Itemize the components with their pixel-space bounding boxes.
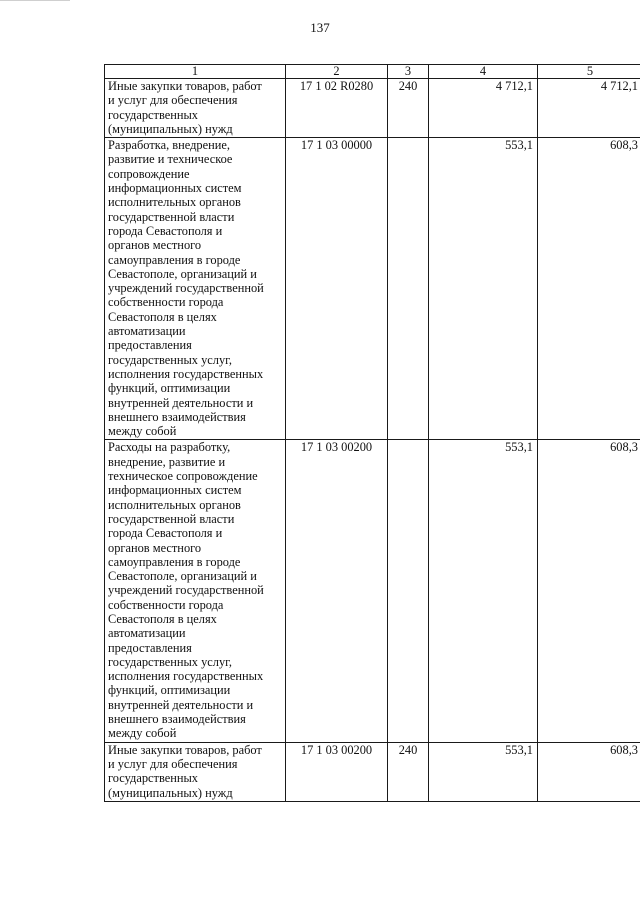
row-target-code: 17 1 03 00000	[286, 138, 388, 440]
row-target-code: 17 1 03 00200	[286, 440, 388, 742]
row-expense-type: 240	[388, 742, 429, 801]
scan-edge-mark	[0, 0, 70, 1]
table-header-row	[105, 65, 640, 79]
row-amount-year2: 608,3	[538, 440, 640, 742]
header-col-5: 5	[538, 65, 640, 79]
row-amount-year1: 553,1	[429, 138, 538, 440]
header-col-4: 4	[429, 65, 538, 79]
page-number: 137	[310, 20, 330, 35]
table-row	[105, 440, 640, 742]
table-row	[105, 742, 640, 801]
row-amount-year1: 553,1	[429, 440, 538, 742]
row-name: Иные закупки товаров, работ и услуг для обеспечения государственных (муниципальных) нужд	[105, 79, 286, 138]
budget-table	[104, 64, 640, 802]
header-col-1: 1	[105, 65, 286, 79]
row-target-code: 17 1 03 00200	[286, 742, 388, 801]
header-col-3: 3	[388, 65, 429, 79]
row-amount-year1: 4 712,1	[429, 79, 538, 138]
row-expense-type: 240	[388, 79, 429, 138]
row-target-code: 17 1 02 R0280	[286, 79, 388, 138]
header-col-2: 2	[286, 65, 388, 79]
row-amount-year2: 608,3	[538, 138, 640, 440]
row-expense-type	[388, 440, 429, 742]
row-name: Расходы на разработку, внедрение, развитие и техническое сопровождение информационных систем исполнительных органов государственной власти города Севастополя и органов местного самоуправления в городе Севастополе, организаций и учреждений государственной собственности города Севастополя в целях автоматизации предоставления государственных услуг, исполнения государственных функций, оптимизации внутренней деятельности и внешнего взаимодействия между собой	[105, 440, 286, 742]
table-row	[105, 79, 640, 138]
row-amount-year2: 608,3	[538, 742, 640, 801]
row-amount-year1: 553,1	[429, 742, 538, 801]
row-amount-year2: 4 712,1	[538, 79, 640, 138]
row-name: Разработка, внедрение, развитие и техническое сопровождение информационных систем исполнительных органов государственной власти города Севастополя и органов местного самоуправления в городе Севастополе, организаций и учреждений государственной собственности города Севастополя в целях автоматизации предоставления государственных услуг, исполнения государственных функций, оптимизации внутренней деятельности и внешнего взаимодействия между собой	[105, 138, 286, 440]
table-row	[105, 138, 640, 440]
row-expense-type	[388, 138, 429, 440]
row-name: Иные закупки товаров, работ и услуг для обеспечения государственных (муниципальных) нужд	[105, 742, 286, 801]
